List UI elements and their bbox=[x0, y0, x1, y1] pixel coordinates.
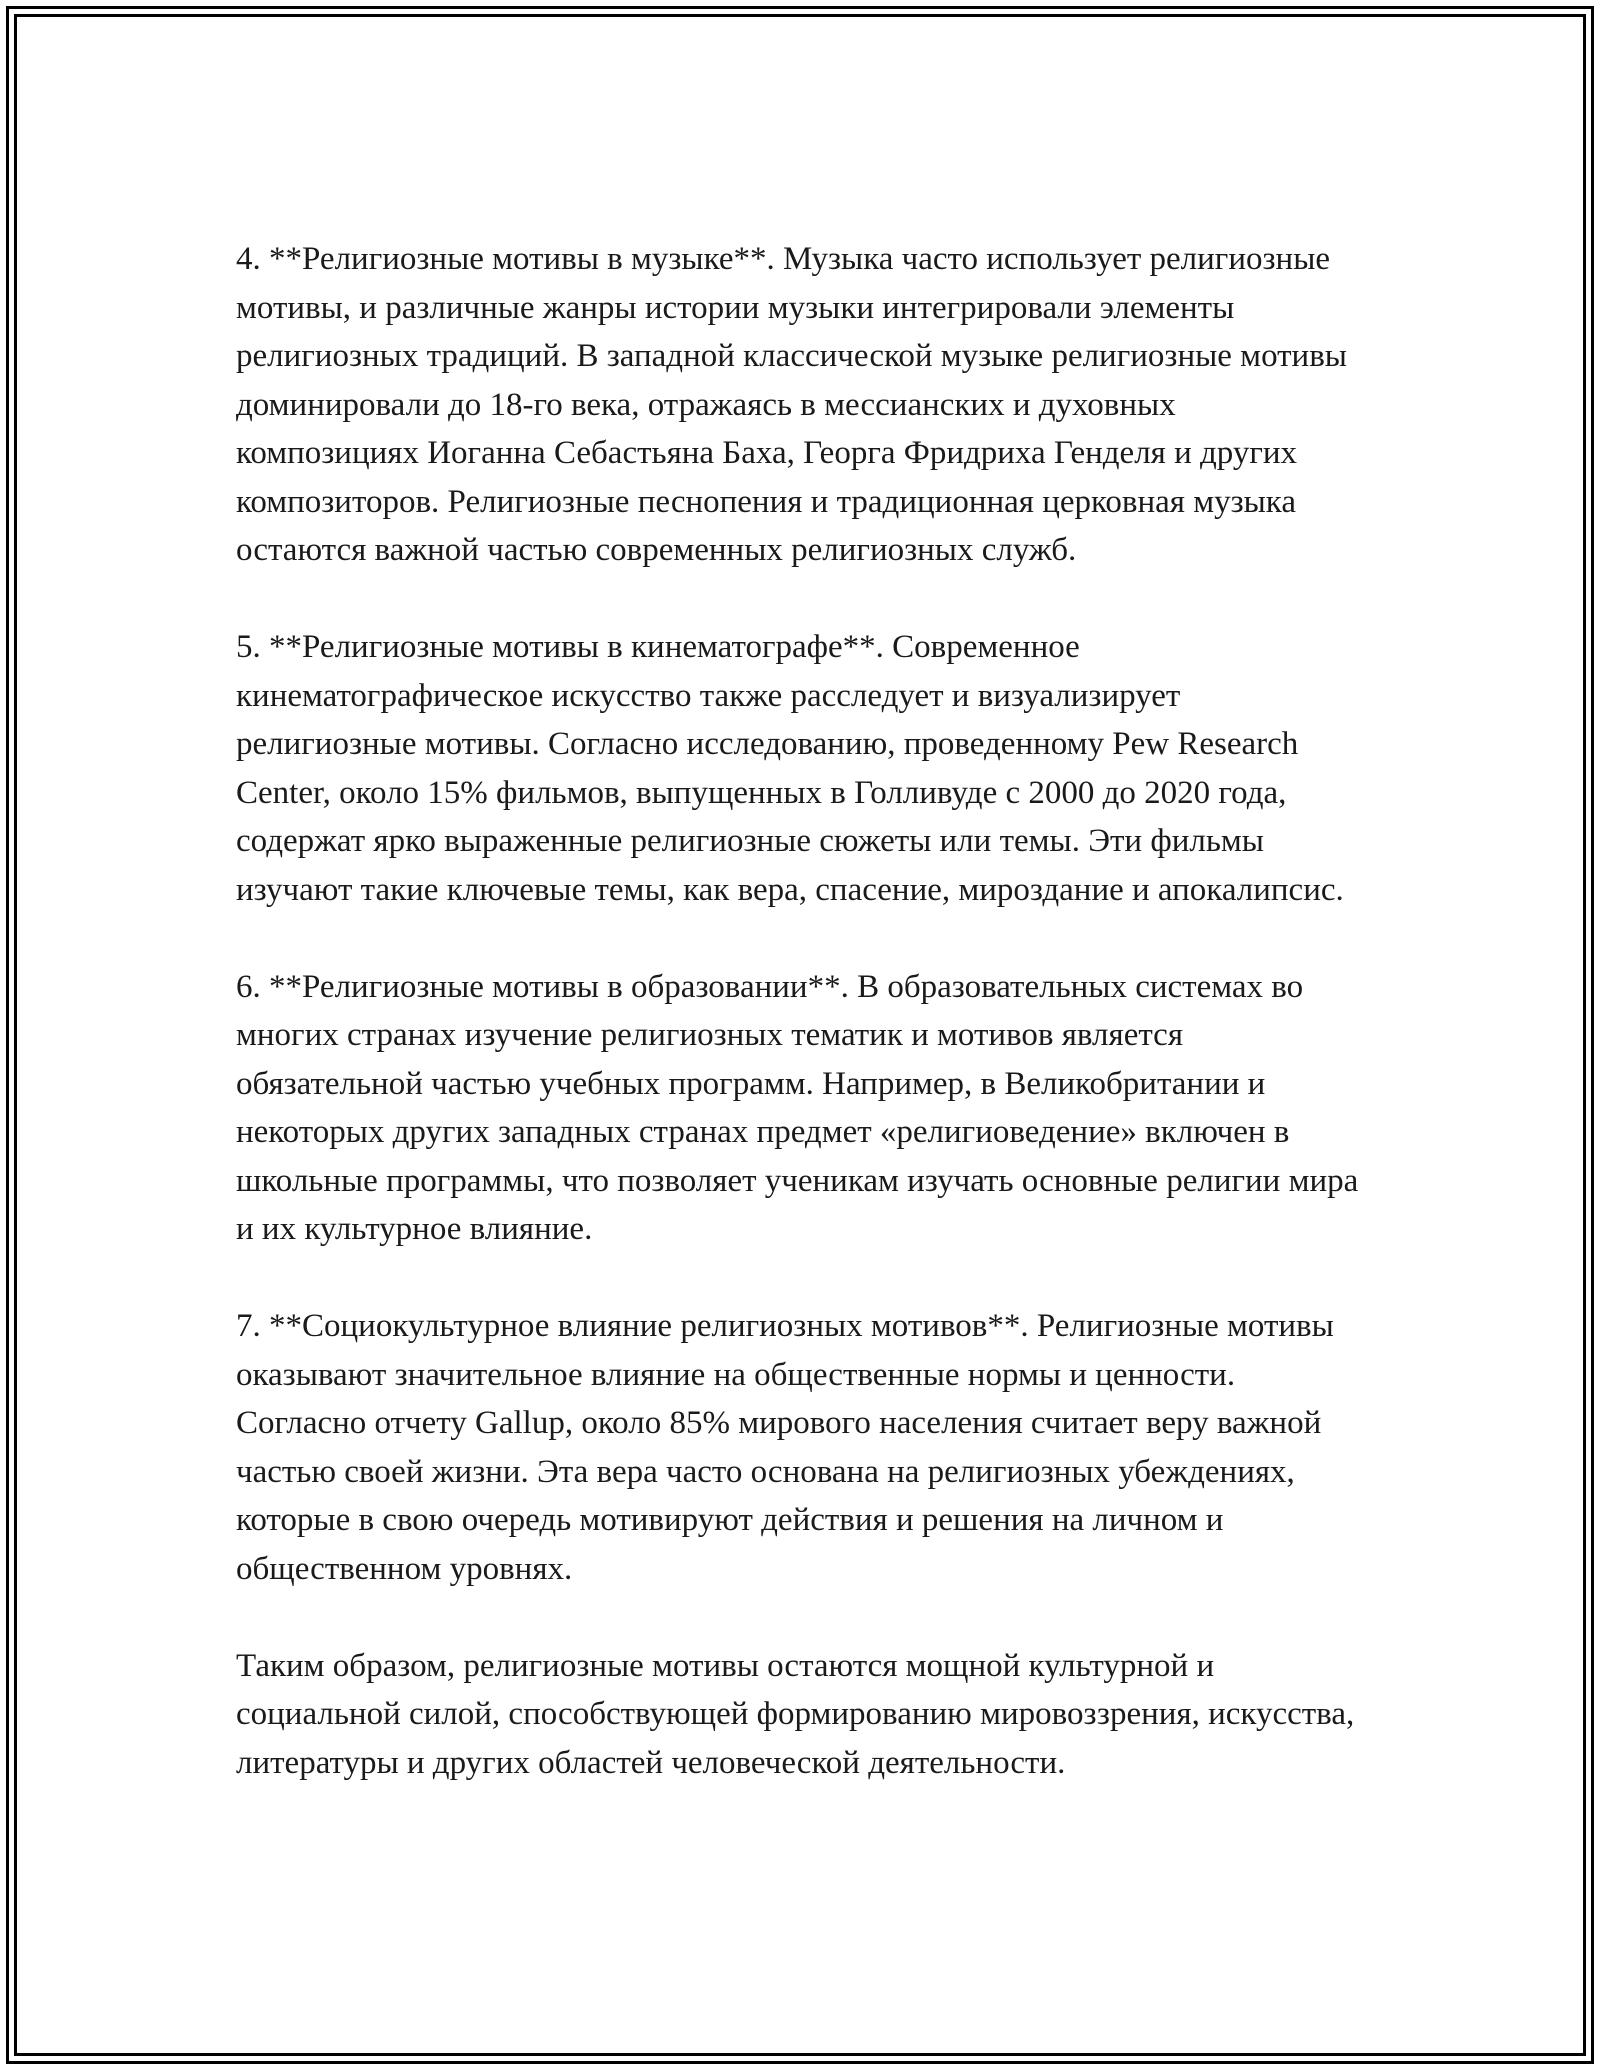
paragraph-music: 4. **Религиозные мотивы в музыке**. Музыка часто использует религиозные мотивы, и различные жанры истории музыки интегрировали элементы религиозных традиций. В западной классической музыке религиозные мотивы доминировали до 18-го века, отражаясь в мессианских и духовных композициях Иоганна Себастьяна Баха, Георга Фридриха Генделя и других композиторов. Религиозные песнопения и традиционная церковная музыка остаются важной частью современных религиозных служб. bbox=[236, 241, 1347, 568]
paragraph-education: 6. **Религиозные мотивы в образовании**. В образовательных системах во многих странах изучение религиозных тематик и мотивов является обязательной частью учебных программ. Например, в Великобритании и некоторых других западных странах предмет «религиоведение» включен в школьные программы, что позволяет ученикам изучать основные религии мира и их культурное влияние. bbox=[236, 968, 1359, 1247]
paragraph-conclusion: Таким образом, религиозные мотивы остаются мощной культурной и социальной силой, способствующей формированию мировоззрения, искусства, литературы и других областей человеческой деятельности. bbox=[236, 1647, 1355, 1781]
document-body bbox=[236, 235, 1366, 1787]
paragraph-cinema: 5. **Религиозные мотивы в кинематографе**. Современное кинематографическое искусство также расследует и визуализирует религиозные мотивы. Согласно исследованию, проведенному Pew Research Center, около 15% фильмов, выпущенных в Голливуде с 2000 до 2020 года, содержат ярко выраженные религиозные сюжеты или темы. Эти фильмы изучают такие ключевые темы, как вера, спасение, мироздание и апокалипсис. bbox=[236, 629, 1344, 908]
paragraph-sociocultural: 7. **Социокультурное влияние религиозных мотивов**. Религиозные мотивы оказывают значительное влияние на общественные нормы и ценности. Согласно отчету Gallup, около 85% мирового населения считает веру важной частью своей жизни. Эта вера часто основана на религиозных убеждениях, которые в свою очередь мотивируют действия и решения на личном и общественном уровнях. bbox=[236, 1308, 1334, 1587]
